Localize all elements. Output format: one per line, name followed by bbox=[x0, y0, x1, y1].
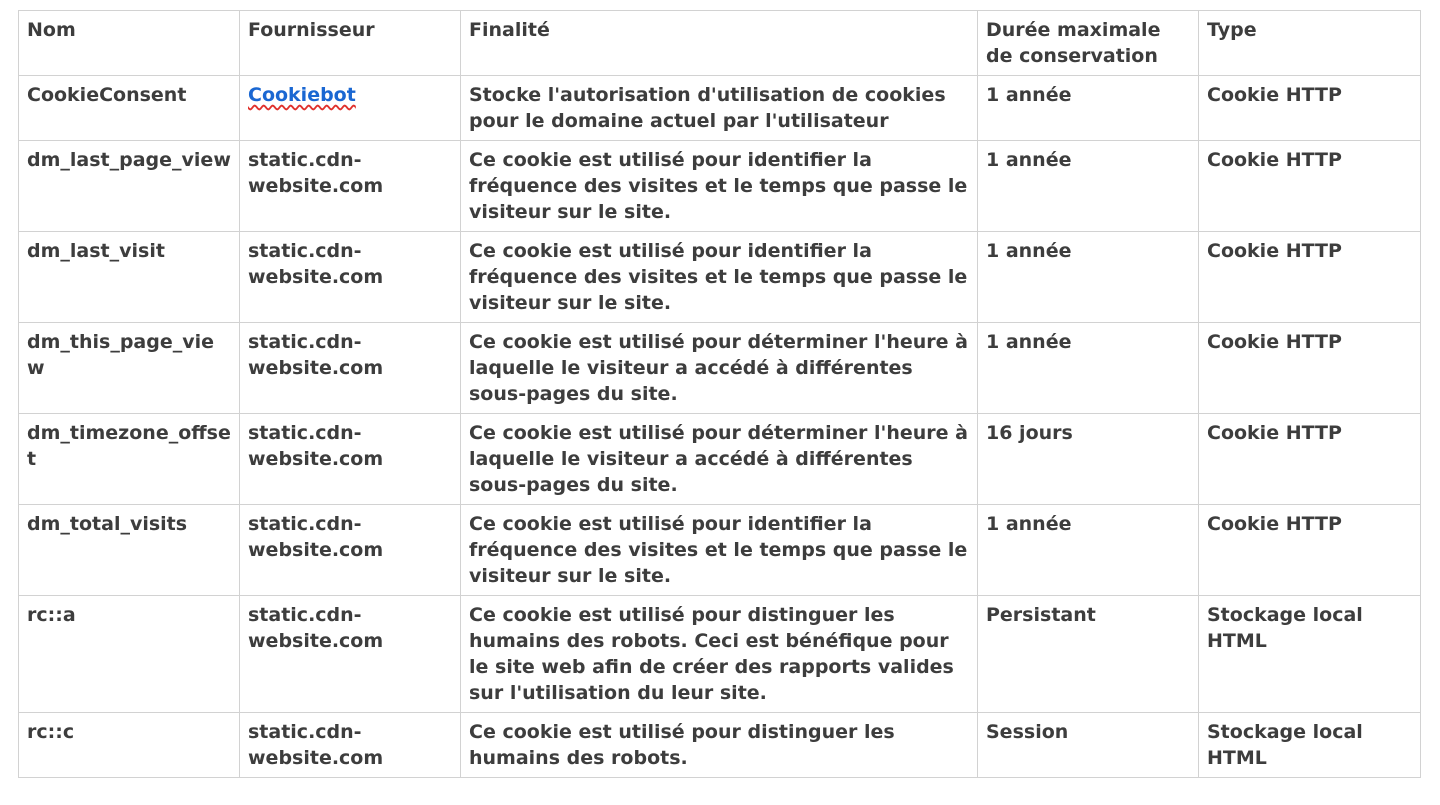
table-row bbox=[19, 596, 1421, 713]
provider-cell: static.cdn-website.com bbox=[240, 232, 461, 323]
column-header-type: Type bbox=[1199, 11, 1421, 76]
type-cell: Cookie HTTP bbox=[1199, 505, 1421, 596]
cookie-name-cell: dm_timezone_offset bbox=[19, 414, 240, 505]
cookie-name-cell: dm_total_visits bbox=[19, 505, 240, 596]
cookie-name-cell: rc::c bbox=[19, 713, 240, 778]
duration-cell: Session bbox=[978, 713, 1199, 778]
cookie-declaration-table bbox=[18, 10, 1421, 778]
purpose-cell: Ce cookie est utilisé pour identifier la fréquence des visites et le temps que passe le visiteur sur le site. bbox=[461, 505, 978, 596]
cookie-name-cell: rc::a bbox=[19, 596, 240, 713]
type-cell: Stockage local HTML bbox=[1199, 596, 1421, 713]
provider-cell bbox=[240, 76, 461, 141]
purpose-cell: Ce cookie est utilisé pour identifier la fréquence des visites et le temps que passe le visiteur sur le site. bbox=[461, 141, 978, 232]
provider-cell: static.cdn-website.com bbox=[240, 141, 461, 232]
cookie-declaration-table-container bbox=[18, 10, 1420, 778]
type-cell: Cookie HTTP bbox=[1199, 141, 1421, 232]
provider-cell: static.cdn-website.com bbox=[240, 713, 461, 778]
table-row bbox=[19, 323, 1421, 414]
type-cell: Cookie HTTP bbox=[1199, 323, 1421, 414]
column-header-purpose: Finalité bbox=[461, 11, 978, 76]
column-header-name: Nom bbox=[19, 11, 240, 76]
duration-cell: 1 année bbox=[978, 232, 1199, 323]
provider-cell: static.cdn-website.com bbox=[240, 414, 461, 505]
column-header-duration: Durée maximale de conservation bbox=[978, 11, 1199, 76]
type-cell: Cookie HTTP bbox=[1199, 414, 1421, 505]
duration-cell: 1 année bbox=[978, 76, 1199, 141]
table-row bbox=[19, 141, 1421, 232]
table-row bbox=[19, 713, 1421, 778]
table-row bbox=[19, 414, 1421, 505]
type-cell: Stockage local HTML bbox=[1199, 713, 1421, 778]
provider-cell: static.cdn-website.com bbox=[240, 505, 461, 596]
type-cell: Cookie HTTP bbox=[1199, 76, 1421, 141]
cookie-name-cell: dm_this_page_view bbox=[19, 323, 240, 414]
cookie-name-cell: CookieConsent bbox=[19, 76, 240, 141]
duration-cell: Persistant bbox=[978, 596, 1199, 713]
duration-cell: 1 année bbox=[978, 323, 1199, 414]
type-cell: Cookie HTTP bbox=[1199, 232, 1421, 323]
table-row bbox=[19, 232, 1421, 323]
duration-cell: 1 année bbox=[978, 141, 1199, 232]
provider-cell: static.cdn-website.com bbox=[240, 596, 461, 713]
column-header-provider: Fournisseur bbox=[240, 11, 461, 76]
provider-cell: static.cdn-website.com bbox=[240, 323, 461, 414]
cookie-name-cell: dm_last_visit bbox=[19, 232, 240, 323]
purpose-cell: Ce cookie est utilisé pour déterminer l'heure à laquelle le visiteur a accédé à différentes sous-pages du site. bbox=[461, 323, 978, 414]
table-header-row bbox=[19, 11, 1421, 76]
duration-cell: 16 jours bbox=[978, 414, 1199, 505]
purpose-cell: Stocke l'autorisation d'utilisation de cookies pour le domaine actuel par l'utilisateur bbox=[461, 76, 978, 141]
purpose-cell: Ce cookie est utilisé pour distinguer les humains des robots. bbox=[461, 713, 978, 778]
purpose-cell: Ce cookie est utilisé pour distinguer les humains des robots. Ceci est bénéfique pour le site web afin de créer des rapports valides sur l'utilisation du leur site. bbox=[461, 596, 978, 713]
duration-cell: 1 année bbox=[978, 505, 1199, 596]
provider-link[interactable]: Cookiebot bbox=[248, 84, 356, 106]
purpose-cell: Ce cookie est utilisé pour identifier la fréquence des visites et le temps que passe le visiteur sur le site. bbox=[461, 232, 978, 323]
cookie-name-cell: dm_last_page_view bbox=[19, 141, 240, 232]
table-row bbox=[19, 76, 1421, 141]
table-row bbox=[19, 505, 1421, 596]
purpose-cell: Ce cookie est utilisé pour déterminer l'heure à laquelle le visiteur a accédé à différentes sous-pages du site. bbox=[461, 414, 978, 505]
